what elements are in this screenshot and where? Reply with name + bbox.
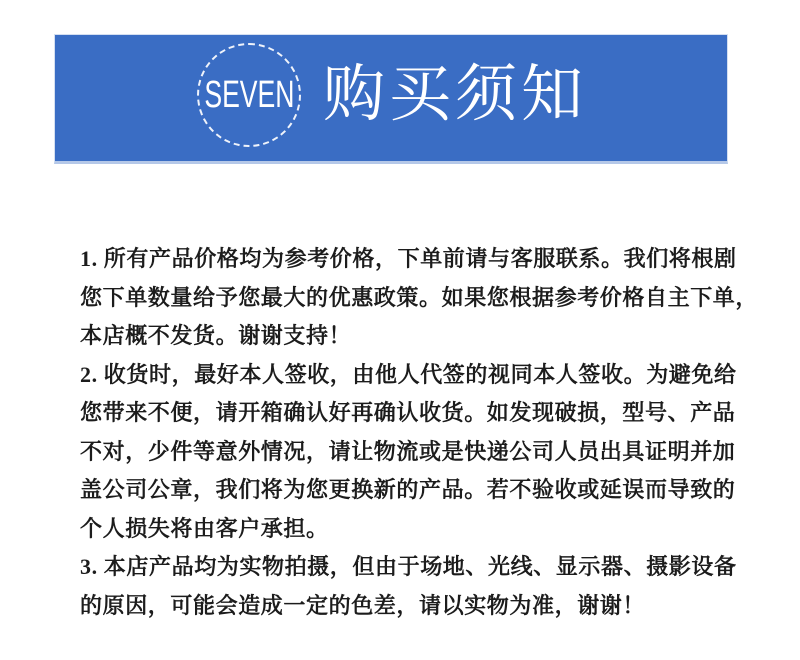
notice-line: 2. 收货时，最好本人签收，由他人代签的视同本人签收。为避免给 bbox=[80, 361, 737, 387]
seven-badge-circle-icon bbox=[197, 43, 301, 147]
notice-line: 本店概不发货。谢谢支持！ bbox=[80, 323, 352, 348]
notice-text-block bbox=[80, 240, 759, 625]
brand-name: SEVEN bbox=[203, 73, 295, 116]
notice-line: 个人损失将由客户承担。 bbox=[80, 515, 329, 541]
notice-line: 盖公司公章，我们将为您更换新的产品。若不验收或延误而导致的 bbox=[80, 477, 736, 502]
notice-line: 您下单数量给予您最大的优惠政策。如果您根据参考价格自主下单， bbox=[80, 284, 759, 310]
notice-line: 3. 本店产品均为实物拍摄，但由于场地、光线、显示器、摄影设备 bbox=[80, 554, 737, 579]
purchase-notice-banner bbox=[54, 34, 728, 164]
notice-line: 您带来不便，请开箱确认好再确认收货。如发现破损，型号、产品 bbox=[80, 400, 736, 425]
notice-line: 的原因，可能会造成一定的色差，请以实物为准，谢谢！ bbox=[80, 592, 646, 618]
notice-line: 不对，少件等意外情况，请让物流或是快递公司人员出具证明并加 bbox=[80, 438, 736, 464]
banner-title: 购买须知 bbox=[323, 61, 588, 129]
notice-line: 1. 所有产品价格均为参考价格，下单前请与客服联系。我们将根剧 bbox=[80, 246, 737, 271]
